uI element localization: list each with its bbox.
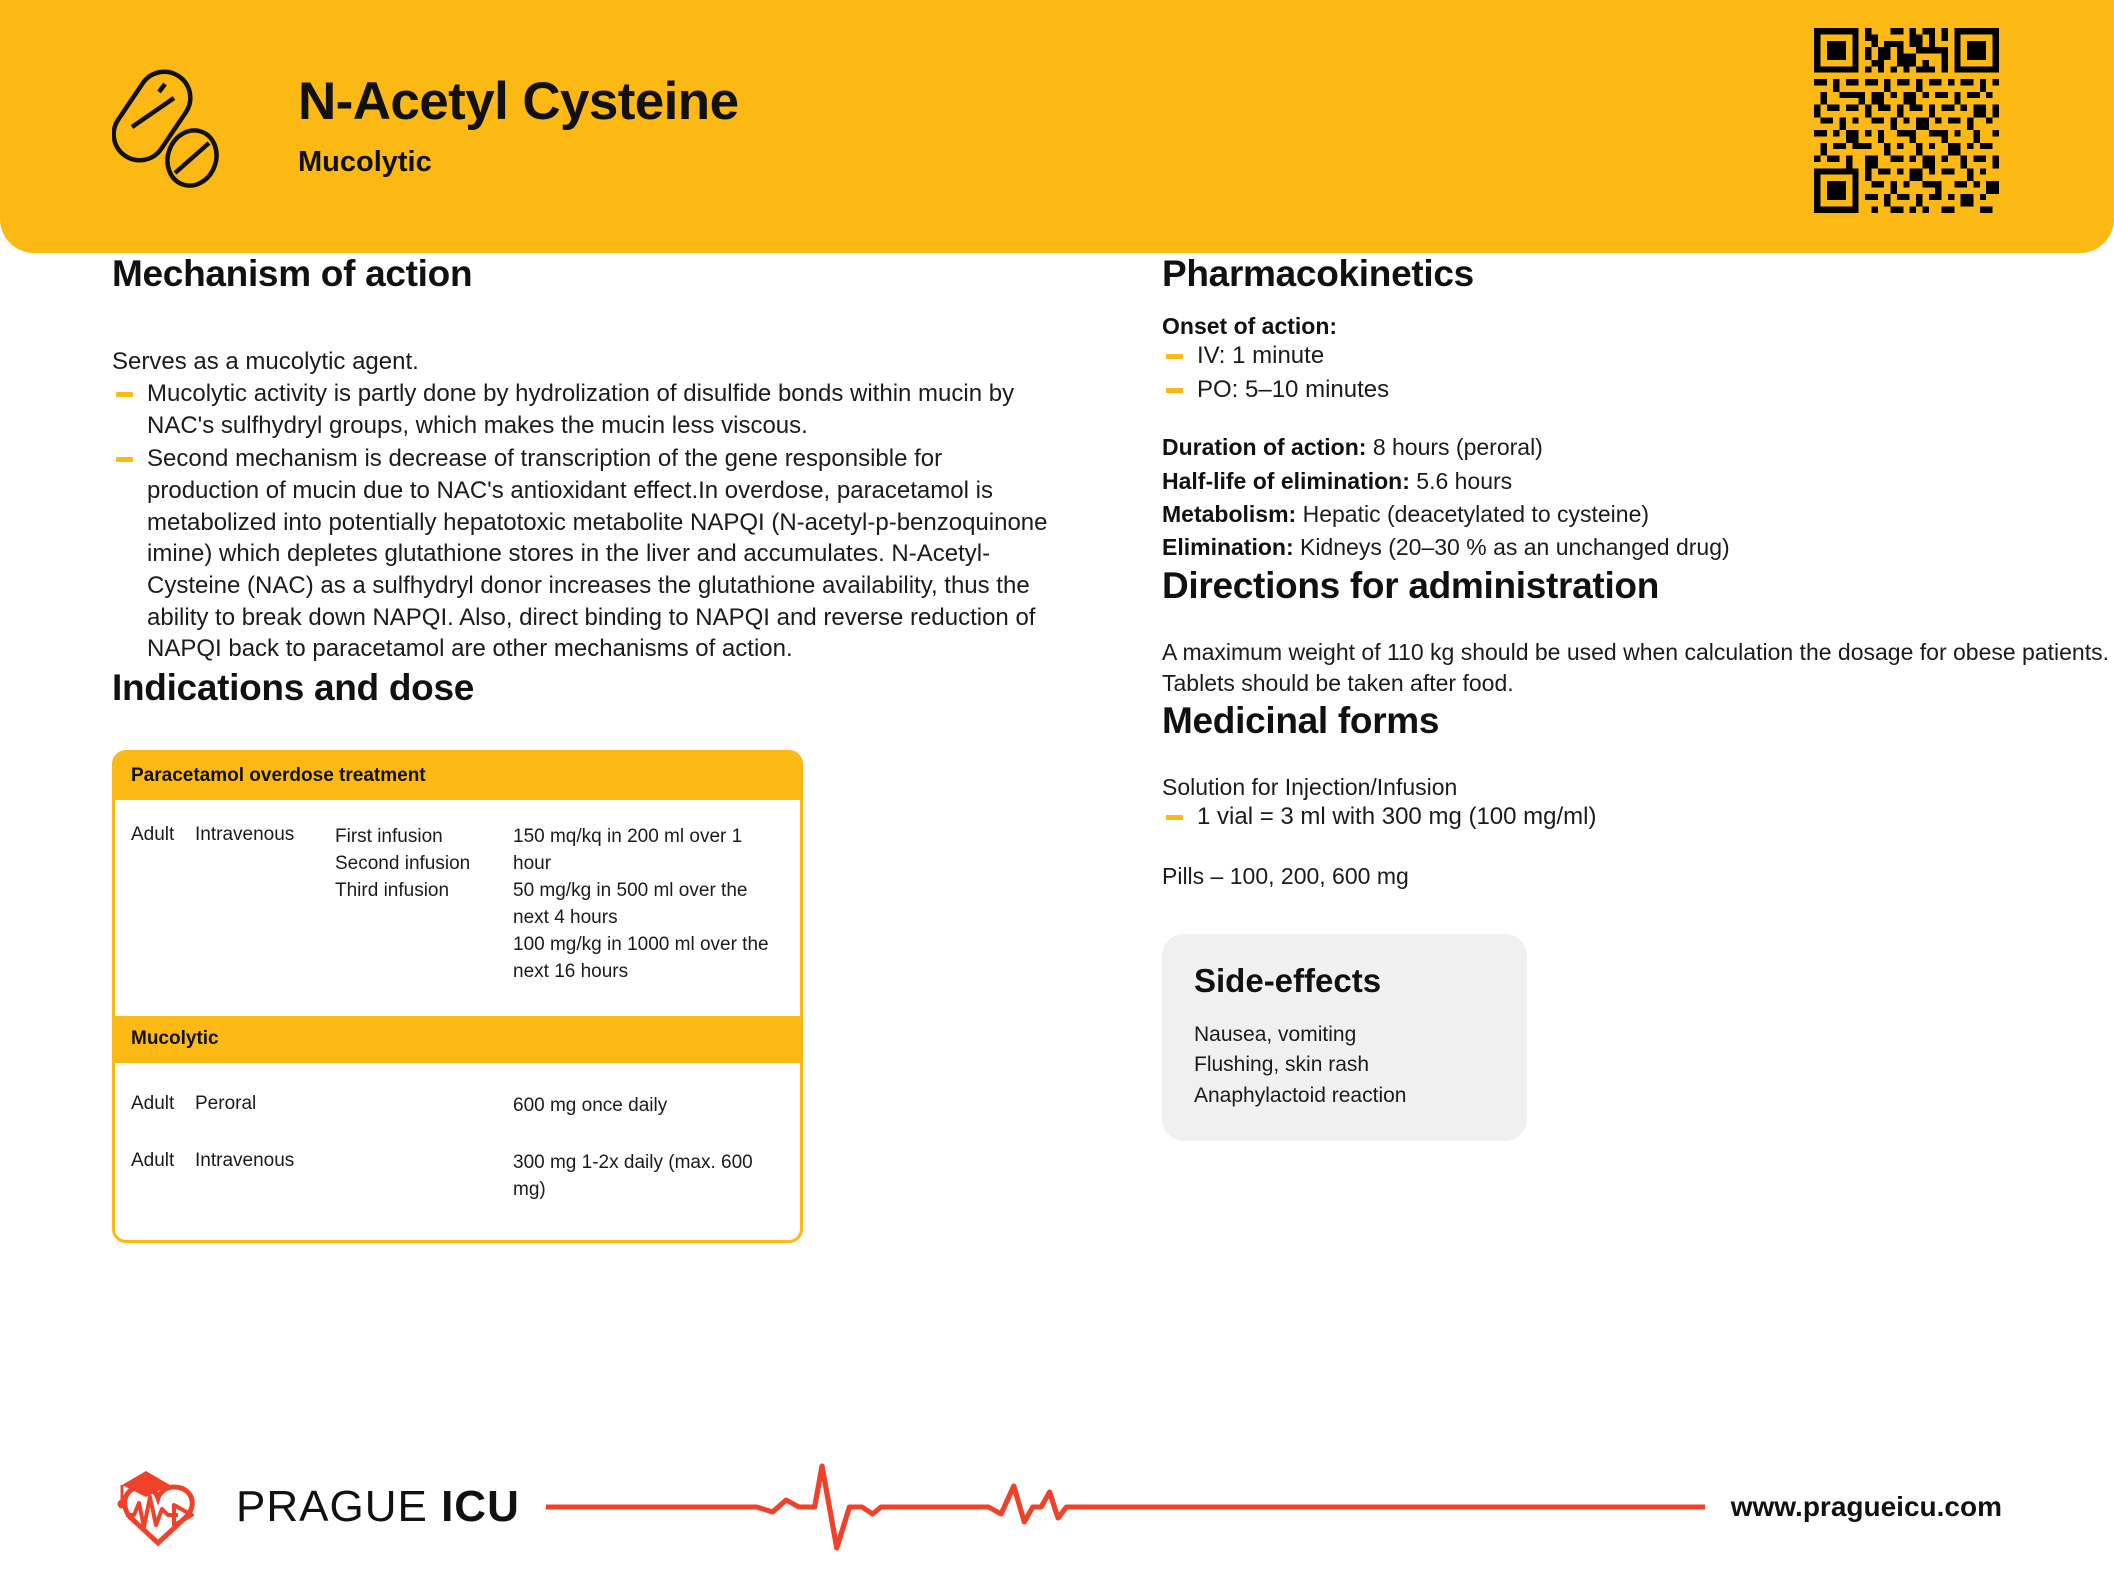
capsule-pill-icon: [112, 63, 240, 191]
dose-route: Intravenous: [195, 1149, 295, 1171]
directions-line: A maximum weight of 110 kg should be used when calculation the dosage for obese patients.: [1162, 638, 2109, 665]
dash-bullet-icon: [1166, 354, 1183, 359]
dose-age: Adult: [131, 1092, 175, 1114]
onset-item-text: IV: 1 minute: [1197, 342, 1325, 369]
dash-bullet-icon: [116, 457, 133, 462]
website-url[interactable]: www.pragueicu.com: [1730, 1491, 2002, 1522]
page-title: N-Acetyl Cysteine: [298, 72, 739, 132]
drug-class-subtitle: Mucolytic: [298, 145, 432, 178]
dose-group-body: [115, 800, 800, 1016]
side-effects-heading: Side-effects: [1194, 961, 1382, 999]
medicinal-forms-list: [1162, 801, 2112, 833]
left-column: [112, 253, 1052, 1243]
pk-detail-label: Half-life of elimination:: [1162, 467, 1410, 494]
ecg-line-icon: [546, 1462, 1705, 1552]
mechanism-bullet-text: Second mechanism is decrease of transcription of the gene responsible for production of mucin due to NAC's antioxidant effect.In overdose, paracetamol is metabolized into potentially hepatotoxic metabolite NAPQI (N-acetyl-p-benzoquinone imine) which depletes glutathione stores in the liver and accumulates. N-Acetyl-Cysteine (NAC) as a sulfhydryl donor increases the glutathione availability, thus the ability to break down NAPQI. Also, direct binding to NAPQI and reverse reduction of NAPQI back to paracetamol are other mechanisms of action.: [147, 445, 1048, 663]
side-effect-item: Nausea, vomiting: [1194, 1022, 1357, 1046]
directions-heading: Directions for administration: [1162, 564, 1660, 606]
list-item: [112, 443, 1052, 665]
medicinal-form-text: 1 vial = 3 ml with 300 mg (100 mg/ml): [1197, 803, 1597, 831]
dose-value: 600 mg once daily: [513, 1094, 668, 1116]
dose-value: 100 mg/kg in 1000 ml over the next 16 hours: [513, 933, 769, 982]
qr-code[interactable]: [1814, 28, 1999, 213]
dose-step: Second infusion: [335, 852, 471, 874]
pk-detail-value: Kidneys (20–30 % as an unchanged drug): [1300, 534, 1730, 561]
side-effects-panel: [1162, 934, 1527, 1141]
list-item: [1162, 374, 2112, 406]
medicinal-forms-pills: Pills – 100, 200, 600 mg: [1162, 862, 1409, 889]
table-row: [131, 800, 784, 1016]
pk-detail-row: [1162, 531, 2112, 564]
pharmacokinetics-heading: Pharmacokinetics: [1162, 253, 1474, 294]
dose-table: [112, 750, 803, 1243]
dose-values: [513, 1093, 784, 1120]
brand-logo-text: [236, 1482, 520, 1532]
dose-value: 50 mg/kg in 500 ml over the next 4 hours: [513, 879, 748, 928]
side-effect-item: Flushing, skin rash: [1194, 1053, 1370, 1077]
onset-item-text: PO: 5–10 minutes: [1197, 375, 1390, 403]
page-header: [0, 0, 2114, 253]
dose-route: Peroral: [195, 1092, 257, 1114]
pk-detail-value: 5.6 hours: [1416, 467, 1513, 494]
page-footer: [0, 1427, 2114, 1587]
mechanism-lead: Serves as a mucolytic agent.: [112, 348, 419, 375]
pk-detail-row: [1162, 465, 2112, 498]
pharmacokinetics-details: [1162, 431, 2112, 564]
brand-name-secondary: ICU: [441, 1482, 520, 1531]
list-item: [1162, 801, 2112, 833]
list-item: [112, 378, 1052, 441]
dose-age: Adult: [131, 823, 175, 845]
list-item: [1162, 340, 2112, 372]
dose-values: [513, 824, 784, 986]
dose-route: Intravenous: [195, 823, 295, 845]
mechanism-bullet-list: [112, 378, 1052, 665]
dose-group-header: Paracetamol overdose treatment: [115, 753, 800, 800]
dose-step: First infusion: [335, 825, 443, 847]
dose-group-body: [115, 1063, 800, 1240]
medicinal-forms-heading: Medicinal forms: [1162, 700, 1440, 742]
pk-detail-label: Duration of action:: [1162, 434, 1367, 461]
indications-heading: Indications and dose: [112, 666, 474, 708]
table-row: [131, 1063, 784, 1120]
brand-name-primary: PRAGUE: [236, 1482, 428, 1531]
medicinal-forms-lead: Solution for Injection/Infusion: [1162, 774, 1458, 801]
dose-step: Third infusion: [335, 879, 450, 901]
right-column: [1162, 253, 2112, 1243]
dash-bullet-icon: [1166, 388, 1183, 393]
pk-detail-row: [1162, 498, 2112, 531]
pk-detail-row: [1162, 431, 2112, 464]
dash-bullet-icon: [116, 392, 133, 397]
dash-bullet-icon: [1166, 815, 1183, 820]
dose-values: [513, 1150, 784, 1204]
side-effect-item: Anaphylactoid reaction: [1194, 1083, 1407, 1107]
dose-value: 150 mq/kq in 200 ml over 1 hour: [513, 825, 743, 874]
directions-line: Tablets should be taken after food.: [1162, 670, 1514, 697]
onset-of-action-label: Onset of action:: [1162, 313, 1338, 339]
pk-detail-label: Metabolism:: [1162, 501, 1297, 528]
mechanism-heading: Mechanism of action: [112, 253, 473, 294]
pk-detail-value: Hepatic (deacetylated to cysteine): [1302, 501, 1650, 528]
pk-detail-label: Elimination:: [1162, 534, 1294, 561]
directions-text: [1162, 637, 2112, 700]
onset-list: [1162, 340, 2112, 405]
dose-steps: [335, 824, 513, 905]
dose-age: Adult: [131, 1149, 175, 1171]
table-row: [131, 1120, 784, 1240]
pk-detail-value: 8 hours (peroral): [1372, 434, 1543, 461]
mechanism-bullet-text: Mucolytic activity is partly done by hydrolization of disulfide bonds within mucin by NAC's sulfhydryl groups, which makes the mucin less viscous.: [147, 379, 1015, 439]
dose-group-header: Mucolytic: [115, 1016, 800, 1063]
content-area: [0, 253, 2114, 1243]
dose-value: 300 mg 1-2x daily (max. 600 mg): [513, 1151, 753, 1200]
heart-graduation-cap-logo: [112, 1467, 214, 1547]
